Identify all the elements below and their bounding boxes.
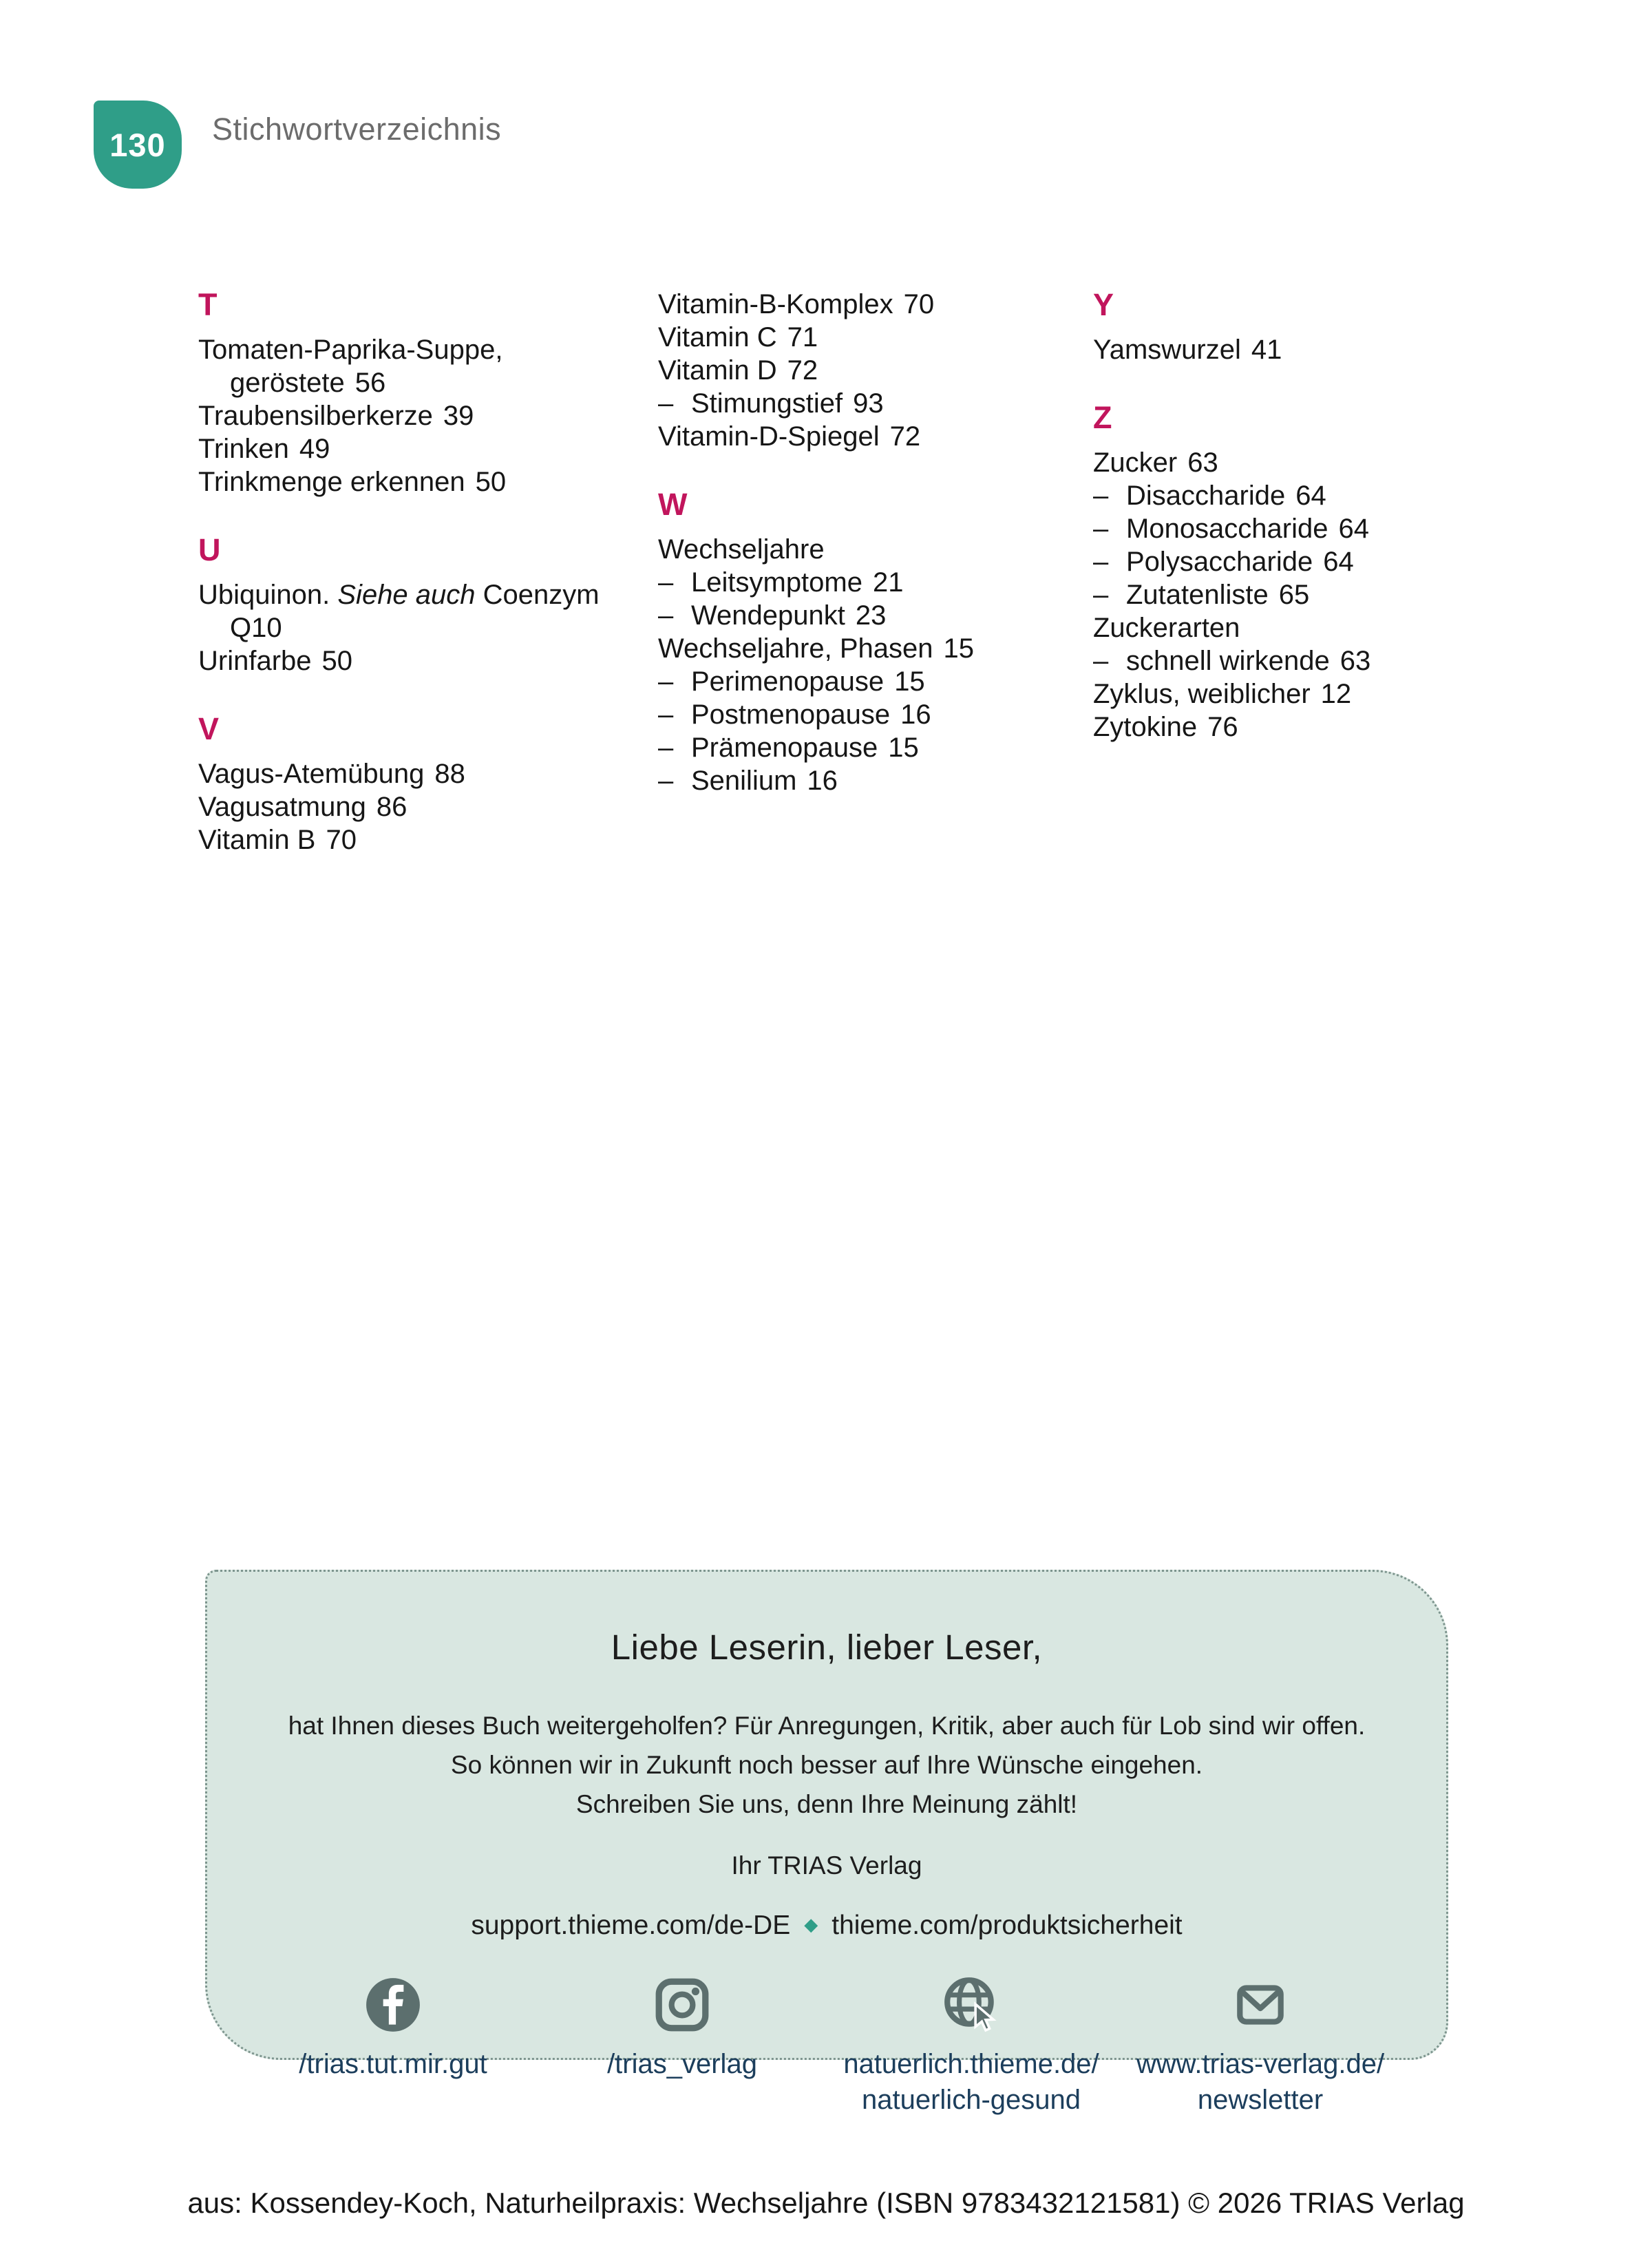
index-letter-heading: Y bbox=[1093, 287, 1114, 322]
sub-entry-dash: – bbox=[1093, 514, 1109, 544]
mail-icon[interactable] bbox=[1231, 1975, 1290, 2034]
page-reference: 21 bbox=[872, 567, 904, 598]
index-letter-heading: Z bbox=[1093, 400, 1112, 435]
index-entry: Vagus-Atemübung 88 bbox=[198, 759, 465, 789]
index-entry: Wechseljahre, Phasen 15 bbox=[658, 633, 974, 664]
source-credit: aus: Kossendey-Koch, Naturheilpraxis: Wechseljahre (ISBN 9783432121581) © 2026 TRIAS Verlag bbox=[187, 2187, 1465, 2219]
index-block bbox=[1093, 288, 1534, 366]
social-item bbox=[538, 1975, 827, 2082]
sub-entry-dash: – bbox=[658, 766, 674, 796]
index-block bbox=[658, 487, 1099, 797]
social-item bbox=[827, 1975, 1116, 2118]
page-reference: 64 bbox=[1323, 547, 1354, 577]
page-reference: 50 bbox=[475, 467, 507, 497]
page-reference: 93 bbox=[853, 388, 884, 419]
page-reference: 50 bbox=[321, 646, 353, 676]
index-entry: Urinfarbe 50 bbox=[198, 646, 353, 676]
page-reference: 56 bbox=[354, 368, 386, 398]
page-reference: 16 bbox=[900, 699, 931, 730]
index-entry: – Zutatenliste 65 bbox=[1093, 580, 1310, 610]
page-reference: 12 bbox=[1320, 679, 1352, 709]
index-entry: Vitamin B 70 bbox=[198, 825, 357, 855]
publisher-signature: Ihr TRIAS Verlag bbox=[731, 1851, 922, 1880]
index-entry: Vitamin D 72 bbox=[658, 355, 818, 386]
page-reference: 65 bbox=[1278, 580, 1310, 610]
index-entry: – Perimenopause 15 bbox=[658, 666, 925, 697]
page-reference: 63 bbox=[1187, 448, 1218, 478]
index-entry: – schnell wirkende 63 bbox=[1093, 646, 1371, 676]
index-entry: – Disaccharide 64 bbox=[1093, 481, 1326, 511]
sub-entry-dash: – bbox=[658, 699, 674, 730]
index-letter-heading: U bbox=[198, 532, 221, 567]
sub-entry-dash: – bbox=[1093, 547, 1109, 577]
sub-entry-dash: – bbox=[1093, 646, 1109, 676]
support-links-row bbox=[207, 1911, 1446, 1941]
index-block bbox=[198, 288, 639, 498]
facebook-icon[interactable] bbox=[363, 1975, 423, 2034]
feedback-box-text-line: So können wir in Zukunft noch besser auf Ihre Wünsche eingehen. bbox=[450, 1751, 1203, 1779]
index-entry: – Polysaccharide 64 bbox=[1093, 547, 1354, 577]
sub-entry-dash: – bbox=[658, 733, 674, 763]
feedback-box-title: Liebe Leserin, lieber Leser, bbox=[611, 1628, 1043, 1667]
index-entry: – Senilium 16 bbox=[658, 766, 838, 796]
index-entry: – Stimungstief 93 bbox=[658, 388, 884, 419]
product-safety-link[interactable]: thieme.com/produktsicherheit bbox=[832, 1911, 1183, 1940]
social-item bbox=[1116, 1975, 1405, 2118]
page-number-badge bbox=[94, 101, 182, 189]
page-reference: 23 bbox=[855, 600, 887, 631]
index-block bbox=[198, 533, 639, 677]
page-reference: 72 bbox=[889, 421, 921, 452]
sub-entry-dash: – bbox=[1093, 481, 1109, 511]
page-reference: 70 bbox=[326, 825, 357, 855]
index-entry: Traubensilberkerze 39 bbox=[198, 401, 474, 431]
feedback-box bbox=[205, 1570, 1448, 2115]
index-entry: Yamswurzel 41 bbox=[1093, 335, 1282, 365]
sub-entry-dash: – bbox=[658, 666, 674, 697]
index-column-1 bbox=[198, 288, 639, 856]
instagram-icon[interactable] bbox=[653, 1975, 712, 2034]
page-reference: 64 bbox=[1338, 514, 1369, 544]
support-link[interactable]: support.thieme.com/de-DE bbox=[471, 1911, 791, 1940]
index-entry: Zuckerarten bbox=[1093, 613, 1240, 643]
index-letter-heading: W bbox=[658, 487, 688, 522]
page-reference: 15 bbox=[894, 666, 925, 697]
index-entry: Trinken 49 bbox=[198, 434, 330, 464]
index-entry: Vagusatmung 86 bbox=[198, 792, 407, 822]
index-entry: Vitamin-B-Komplex 70 bbox=[658, 289, 935, 319]
page-reference: 88 bbox=[434, 759, 465, 789]
social-link[interactable]: /trias_verlag bbox=[607, 2049, 757, 2079]
index-entry: Trinkmenge erkennen 50 bbox=[198, 467, 507, 497]
index-entry: – Prämenopause 15 bbox=[658, 733, 919, 763]
index-entry: – Postmenopause 16 bbox=[658, 699, 931, 730]
index-block bbox=[198, 712, 639, 856]
index-entry: Vitamin-D-Spiegel 72 bbox=[658, 421, 921, 452]
index-entry: Zucker 63 bbox=[1093, 448, 1218, 478]
page-number: 130 bbox=[109, 126, 166, 163]
page-reference: 15 bbox=[943, 633, 974, 664]
page-reference: 41 bbox=[1251, 335, 1282, 365]
feedback-box-text-line: hat Ihnen dieses Buch weitergeholfen? Für Anregungen, Kritik, aber auch für Lob sind wir offen. bbox=[288, 1712, 1366, 1740]
sub-entry-dash: – bbox=[658, 600, 674, 631]
index-entry: geröstete 56 bbox=[230, 368, 386, 398]
index-entry: Tomaten-Paprika-Suppe, bbox=[198, 335, 503, 365]
index-entry: Q10 bbox=[230, 613, 282, 643]
sub-entry-dash: – bbox=[658, 567, 674, 598]
page-reference: 63 bbox=[1339, 646, 1371, 676]
sub-entry-dash: – bbox=[1093, 580, 1109, 610]
index-entry: Wechseljahre bbox=[658, 534, 825, 565]
index-column-2 bbox=[658, 288, 1099, 797]
index-block bbox=[1093, 401, 1534, 744]
social-link[interactable]: www.trias-verlag.de/ newsletter bbox=[1136, 2049, 1385, 2115]
index-entry: Zyklus, weiblicher 12 bbox=[1093, 679, 1352, 709]
page-reference: 16 bbox=[807, 766, 838, 796]
index-entry: – Wendepunkt 23 bbox=[658, 600, 887, 631]
page-reference: 39 bbox=[443, 401, 474, 431]
index-entry: – Leitsymptome 21 bbox=[658, 567, 904, 598]
page-reference: 64 bbox=[1295, 481, 1326, 511]
page-reference: 72 bbox=[787, 355, 818, 386]
social-item bbox=[248, 1975, 538, 2082]
globe-cursor-icon[interactable] bbox=[942, 1975, 1001, 2034]
page-title: Stichwortverzeichnis bbox=[212, 112, 502, 147]
index-column-3 bbox=[1093, 288, 1534, 744]
index-letter-heading: V bbox=[198, 711, 220, 746]
page-reference: 71 bbox=[787, 322, 818, 353]
index-entry: Ubiquinon. Siehe auch Coenzym bbox=[198, 580, 600, 610]
feedback-box-text-line: Schreiben Sie uns, denn Ihre Meinung zählt! bbox=[575, 1790, 1078, 1818]
index-entry: Vitamin C 71 bbox=[658, 322, 818, 353]
social-link[interactable]: natuerlich.thieme.de/ natuerlich-gesund bbox=[843, 2049, 1099, 2115]
page-reference: 49 bbox=[299, 434, 330, 464]
index-block bbox=[658, 288, 1099, 453]
page-reference: 76 bbox=[1207, 712, 1238, 742]
index-entry: Zytokine 76 bbox=[1093, 712, 1238, 742]
page-reference: 86 bbox=[376, 792, 407, 822]
sub-entry-dash: – bbox=[658, 388, 674, 419]
index-letter-heading: T bbox=[198, 287, 218, 322]
social-link[interactable]: /trias.tut.mir.gut bbox=[299, 2049, 487, 2079]
social-links-row bbox=[207, 1975, 1446, 2118]
page-reference: 15 bbox=[888, 733, 919, 763]
index-entry: – Monosaccharide 64 bbox=[1093, 514, 1369, 544]
page-reference: 70 bbox=[903, 289, 935, 319]
diamond-separator-icon: ◆ bbox=[804, 1914, 818, 1935]
